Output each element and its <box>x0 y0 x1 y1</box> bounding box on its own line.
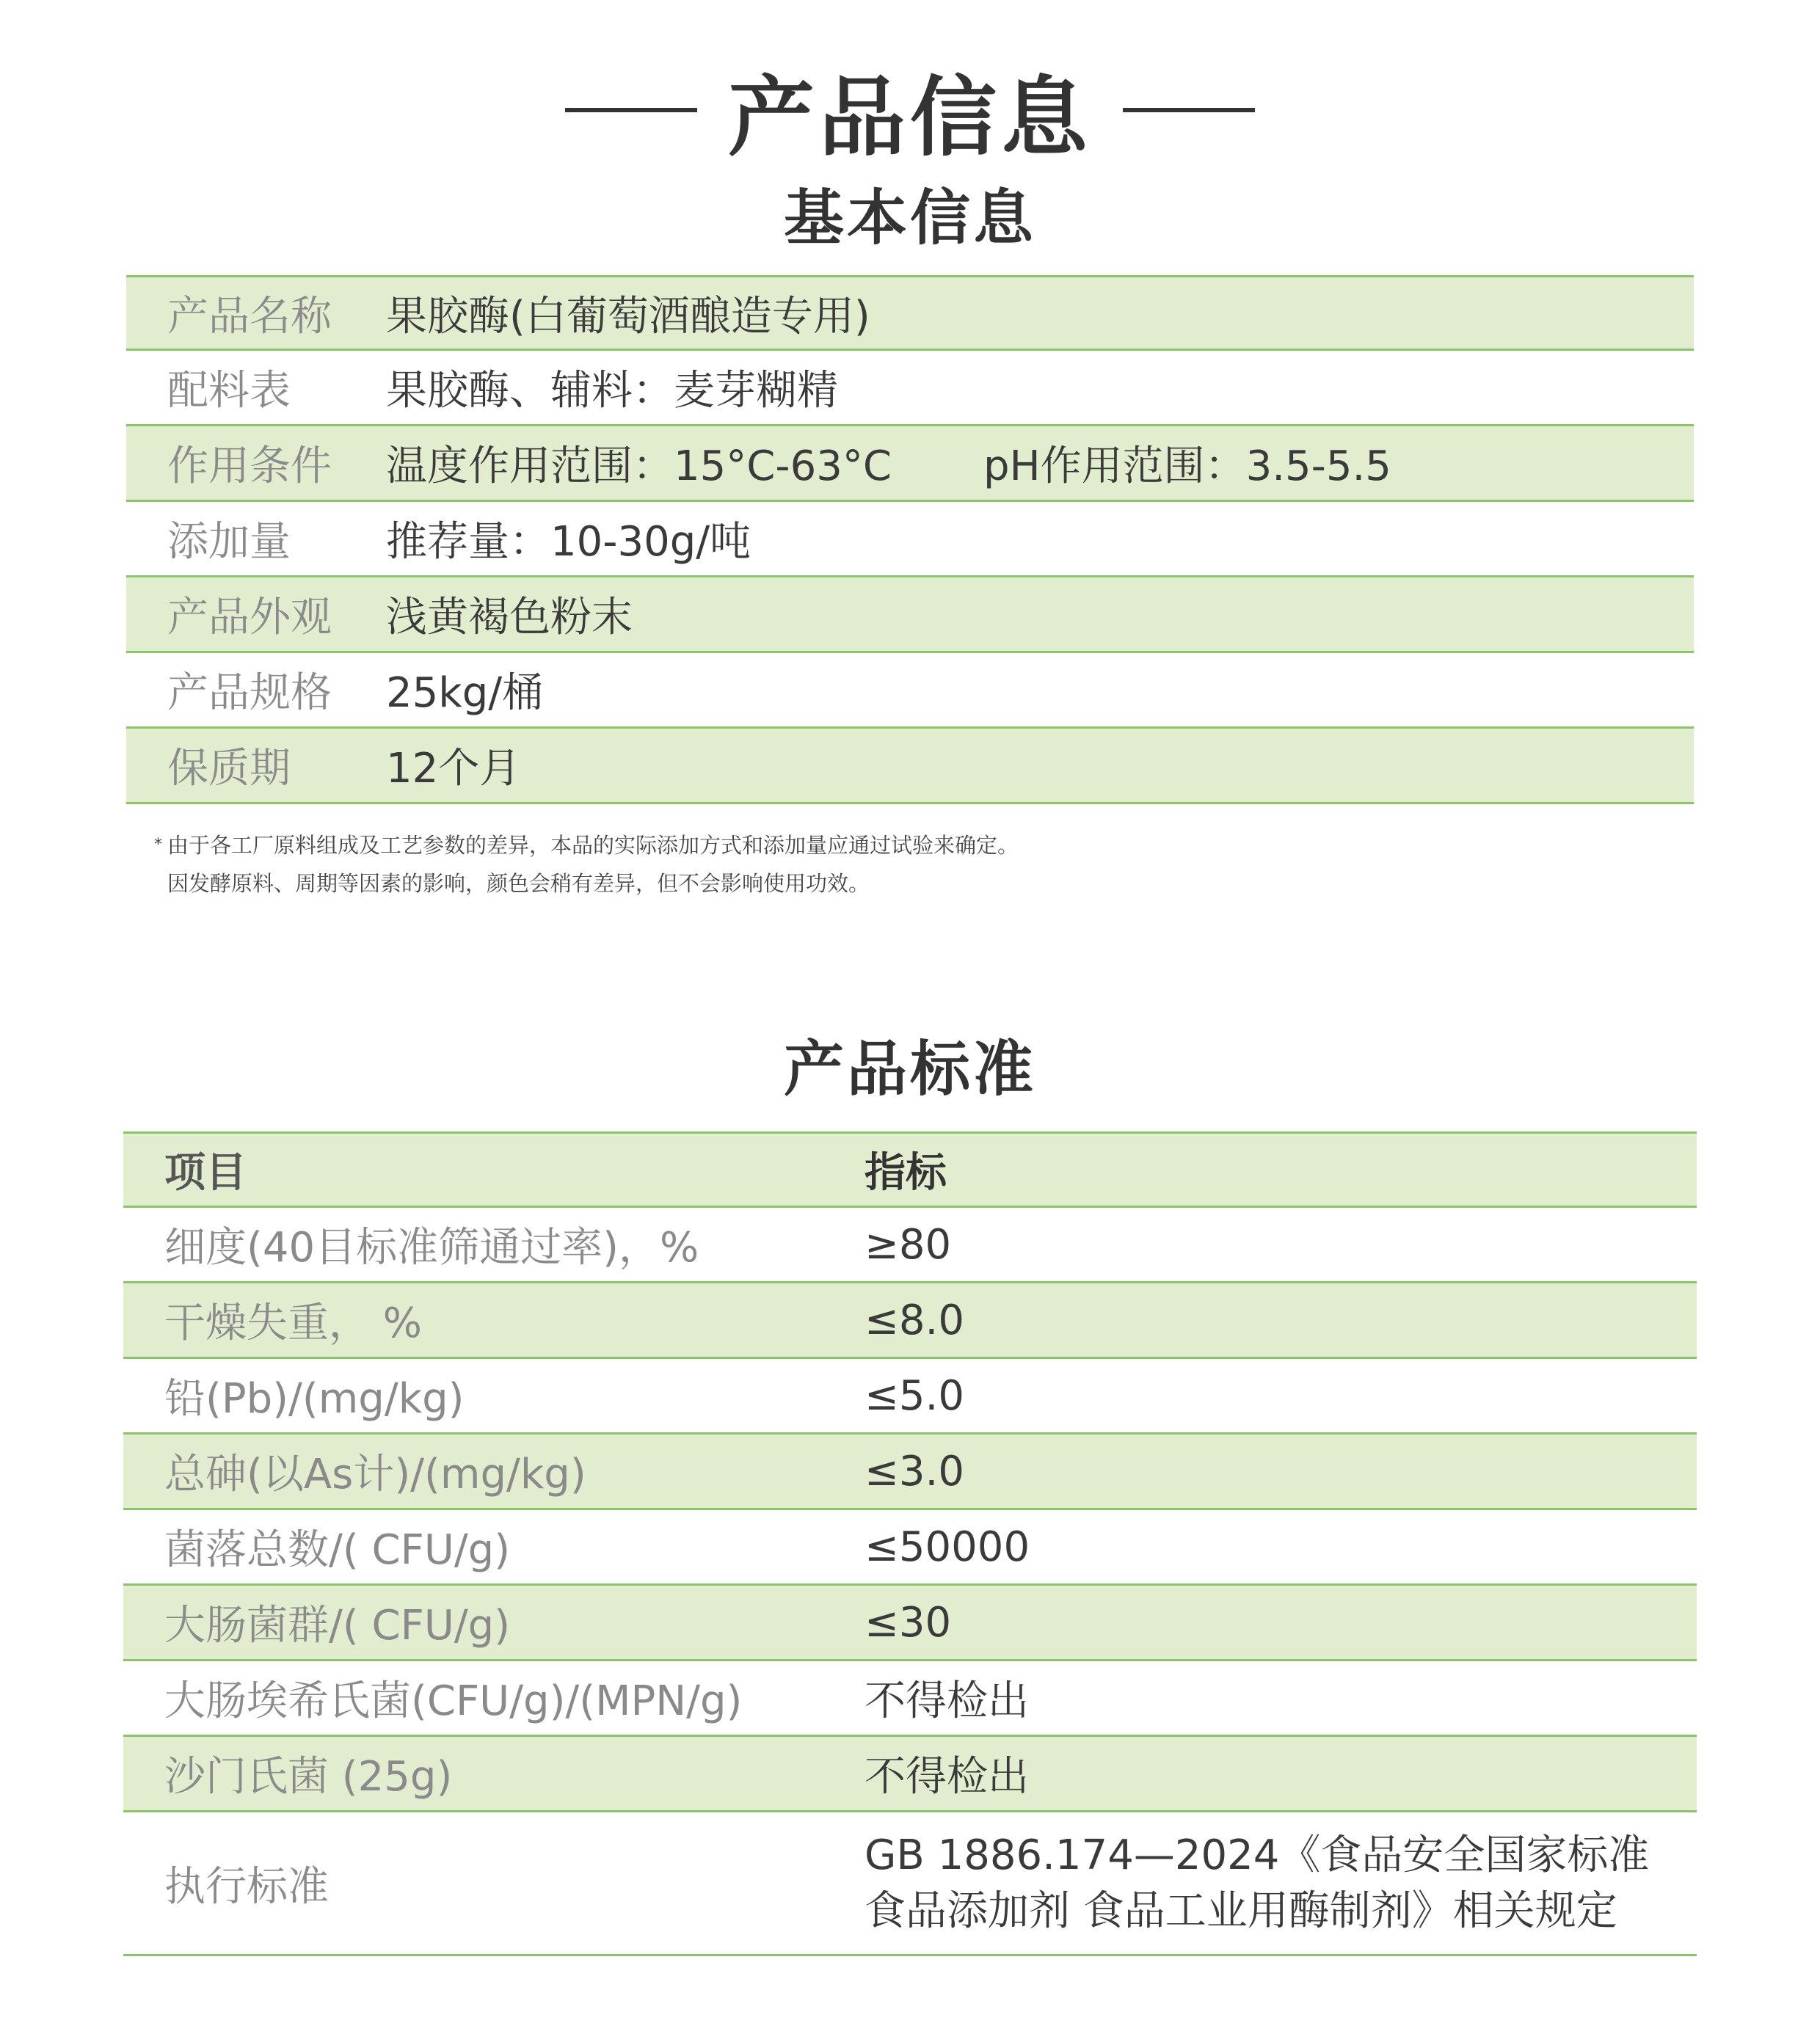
execution-line-1: GB 1886.174—2024《食品安全国家标准 <box>864 1831 1650 1879</box>
standard-table-header <box>123 1131 1697 1208</box>
main-title <box>0 51 1820 169</box>
row-item: 菌落总数/( CFU/g) <box>164 1526 511 1574</box>
basic-info-row-shelf-life <box>126 729 1694 804</box>
title-left-dash <box>565 108 697 112</box>
basic-info-row-appearance <box>126 577 1694 653</box>
row-label: 产品外观 <box>167 594 332 641</box>
basic-info-row-conditions <box>126 426 1694 502</box>
table-row <box>123 1737 1697 1812</box>
row-item: 大肠埃希氏菌(CFU/g)/(MPN/g) <box>164 1677 743 1725</box>
basic-info-row-ingredients <box>126 351 1694 426</box>
row-value: 25kg/桶 <box>386 669 544 717</box>
row-value: 推荐量：10-30g/吨 <box>386 518 751 566</box>
basic-info-table <box>126 275 1694 804</box>
row-label: 产品规格 <box>167 669 332 717</box>
row-item: 执行标准 <box>164 1862 329 1911</box>
row-value-ph: pH作用范围：3.5-5.5 <box>983 442 1391 490</box>
row-value: 浅黄褐色粉末 <box>386 594 633 641</box>
title-right-dash <box>1123 108 1255 112</box>
row-index: ≤50000 <box>864 1523 1030 1571</box>
header-item: 项目 <box>164 1149 247 1197</box>
execution-standard-row <box>123 1812 1697 1956</box>
table-row <box>123 1510 1697 1586</box>
row-label: 作用条件 <box>167 442 332 490</box>
basic-info-row-spec <box>126 653 1694 729</box>
footnote-text: 由于各工厂原料组成及工艺参数的差异，本品的实际添加方式和添加量应通过试验来确定。 <box>167 833 1019 858</box>
row-value-temperature: 温度作用范围：15°C-63°C <box>386 442 892 490</box>
basic-info-row-name <box>126 275 1694 351</box>
table-row <box>123 1283 1697 1359</box>
product-standard-title: 产品标准 <box>783 1035 1036 1104</box>
row-label: 产品名称 <box>167 292 332 340</box>
row-label: 保质期 <box>167 745 291 792</box>
row-label: 配料表 <box>167 367 291 415</box>
product-standard-table <box>123 1131 1697 1956</box>
row-item: 干燥失重， % <box>164 1300 423 1347</box>
row-item: 铅(Pb)/(mg/kg) <box>164 1375 465 1423</box>
header-index: 指标 <box>864 1149 947 1197</box>
footnote-line-2 <box>167 864 1635 903</box>
row-index: ≥80 <box>864 1220 952 1269</box>
row-value: 12个月 <box>386 745 521 792</box>
row-index: 不得检出 <box>864 1677 1029 1725</box>
row-item: 总砷(以As计)/(mg/kg) <box>164 1451 586 1498</box>
page-title: 产品信息 <box>727 67 1092 168</box>
execution-standard-value <box>864 1828 1649 1939</box>
row-index: ≤8.0 <box>864 1296 964 1344</box>
table-row <box>123 1586 1697 1661</box>
footnote-text: 因发酵原料、周期等因素的影响，颜色会稍有差异，但不会影响使用功效。 <box>167 871 870 896</box>
row-value: 果胶酶、辅料：麦芽糊精 <box>386 367 838 415</box>
execution-line-2: 食品添加剂 食品工业用酶制剂》相关规定 <box>864 1887 1617 1935</box>
table-row <box>123 1661 1697 1737</box>
row-label: 添加量 <box>167 518 291 566</box>
row-index: ≤3.0 <box>864 1447 964 1495</box>
table-row <box>123 1435 1697 1510</box>
table-row <box>123 1359 1697 1435</box>
row-index: ≤30 <box>864 1598 952 1647</box>
footnote-star: * <box>154 836 162 854</box>
row-item: 沙门氏菌 (25g) <box>164 1753 453 1801</box>
table-row <box>123 1208 1697 1283</box>
row-index: ≤5.0 <box>864 1371 964 1420</box>
row-item: 细度(40目标准筛通过率)，% <box>164 1224 699 1272</box>
row-value: 果胶酶(白葡萄酒酿造专用) <box>386 292 870 340</box>
basic-info-title: 基本信息 <box>783 183 1036 253</box>
footnote-line-1 <box>154 826 1635 864</box>
row-index: 不得检出 <box>864 1753 1029 1801</box>
basic-info-row-dosage <box>126 502 1694 577</box>
row-item: 大肠菌群/( CFU/g) <box>164 1602 511 1650</box>
